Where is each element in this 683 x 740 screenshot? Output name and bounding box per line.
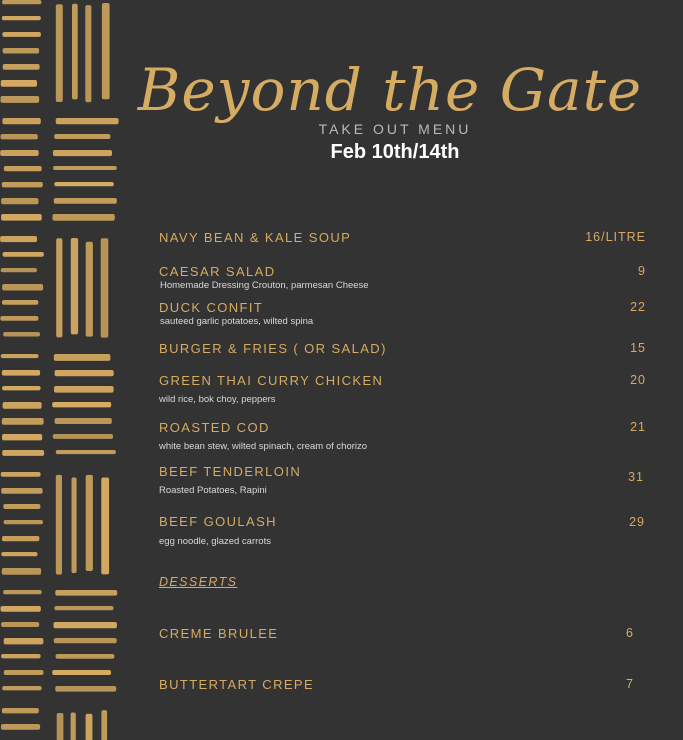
brush-stroke: [71, 713, 76, 740]
brush-stroke: [53, 150, 112, 156]
brush-stroke: [1, 552, 37, 556]
dessert-item-name: BUTTERTART CREPE: [159, 677, 315, 692]
brush-stroke: [1, 96, 40, 103]
menu-item-description: egg noodle, glazed carrots: [159, 536, 271, 547]
brush-stroke: [54, 354, 111, 361]
brush-stroke: [0, 316, 38, 321]
brush-stroke: [4, 520, 43, 524]
brush-stroke: [53, 166, 117, 170]
menu-item-description: Homemade Dressing Crouton, parmesan Cheese: [160, 280, 369, 291]
brush-stroke: [1, 488, 42, 494]
menu-item-name: CAESAR SALAD: [159, 264, 276, 279]
brush-stroke: [1, 606, 41, 612]
brush-stroke: [2, 450, 44, 456]
brush-stroke: [54, 198, 117, 204]
brush-stroke: [1, 654, 41, 658]
brush-stroke: [0, 236, 37, 242]
brush-stroke: [101, 478, 109, 575]
brush-stroke: [2, 708, 39, 713]
brush-stroke: [56, 118, 119, 124]
dessert-item-name: CREME BRULEE: [159, 626, 279, 641]
menu-item-price: 9: [638, 264, 646, 278]
brush-stroke: [1, 214, 42, 221]
brush-stroke: [3, 252, 44, 257]
menu-item-description: wild rice, bok choy, peppers: [159, 394, 276, 405]
brush-stroke: [2, 568, 41, 575]
brush-stroke: [54, 606, 113, 610]
brush-stroke: [55, 370, 114, 376]
brush-stroke: [3, 332, 40, 337]
brush-stroke: [3, 48, 40, 54]
brush-stroke: [52, 402, 111, 407]
brush-stroke: [55, 686, 116, 692]
brush-stroke: [72, 477, 77, 573]
brush-stroke: [1, 724, 40, 730]
brush-stroke: [4, 166, 42, 171]
brush-stroke: [2, 386, 41, 390]
menu-item-name: ROASTED COD: [159, 420, 270, 435]
dessert-item-price: 6: [626, 626, 634, 640]
brush-stroke: [102, 3, 110, 99]
brush-stroke: [1, 354, 39, 358]
brush-stroke: [86, 714, 93, 740]
brush-stroke: [2, 686, 41, 690]
brush-stroke: [54, 622, 117, 628]
brush-stroke: [53, 434, 113, 439]
menu-subtitle: TAKE OUT MENU: [318, 121, 472, 137]
brush-stroke: [56, 475, 62, 575]
brush-stroke: [55, 590, 117, 596]
menu-item-name: GREEN THAI CURRY CHICKEN: [159, 373, 384, 388]
brush-stroke: [1, 622, 39, 627]
brush-stroke: [2, 418, 44, 425]
brush-stroke: [1, 268, 37, 272]
brush-stroke: [2, 32, 41, 37]
desserts-heading: DESSERTS: [159, 575, 238, 589]
brush-stroke: [56, 450, 116, 454]
menu-item-price: 31: [628, 470, 644, 484]
menu-item-name: DUCK CONFIT: [159, 300, 264, 315]
menu-item-price: 16/LITRE: [585, 230, 646, 244]
brush-stroke: [56, 4, 63, 102]
brush-stroke: [1, 80, 37, 87]
brush-stroke: [101, 710, 107, 740]
menu-item-price: 29: [629, 515, 645, 529]
brush-stroke: [54, 386, 114, 393]
menu-item-price: 20: [630, 373, 646, 387]
brush-stroke-pattern-icon: [0, 0, 118, 740]
brush-stroke: [2, 434, 42, 440]
brush-stroke: [53, 214, 115, 221]
brush-stroke: [101, 238, 109, 337]
brush-stroke: [2, 370, 40, 376]
brush-stroke: [71, 238, 78, 334]
brush-stroke: [56, 654, 115, 659]
brush-stroke: [2, 536, 40, 541]
menu-item-description: white bean stew, wilted spinach, cream of chorizo: [159, 441, 368, 452]
brush-stroke: [2, 16, 41, 20]
brush-stroke: [85, 5, 91, 102]
menu-item-name: BURGER & FRIES ( OR SALAD): [159, 341, 387, 356]
menu-item-price: 22: [630, 300, 646, 314]
brush-stroke: [54, 182, 114, 186]
brush-stroke: [56, 238, 62, 337]
brush-stroke: [3, 402, 42, 409]
brush-stroke: [1, 198, 38, 204]
menu-item-price: 15: [630, 341, 646, 355]
brush-stroke: [54, 638, 117, 643]
brush-stroke: [57, 713, 64, 740]
brush-stroke: [72, 4, 78, 100]
menu-title-text: Beyond the Gate: [137, 56, 643, 124]
brush-stroke: [55, 418, 112, 424]
brush-stroke: [1, 472, 41, 477]
menu-item-name: NAVY BEAN & KALE SOUP: [159, 230, 352, 245]
brush-stroke: [2, 0, 41, 4]
brush-stroke: [1, 134, 38, 139]
menu-item-name: BEEF TENDERLOIN: [159, 464, 302, 479]
brush-stroke: [2, 284, 43, 291]
brush-stroke: [4, 638, 44, 644]
menu-title: [137, 38, 643, 133]
menu-item-description: Roasted Potatoes, Rapini: [159, 485, 267, 496]
brush-stroke: [3, 504, 40, 509]
menu-item-price: 21: [630, 420, 646, 434]
brush-stroke: [86, 475, 93, 571]
brush-stroke: [54, 134, 110, 139]
dessert-item-price: 7: [626, 677, 634, 691]
menu-dates: Feb 10th/14th: [330, 141, 460, 163]
brush-stroke: [3, 64, 40, 70]
brush-stroke: [2, 118, 40, 124]
brush-stroke: [0, 150, 39, 156]
brush-stroke: [2, 300, 38, 305]
brush-stroke: [52, 670, 111, 675]
brush-stroke: [2, 182, 43, 187]
brush-stroke: [86, 242, 93, 337]
brush-stroke: [4, 670, 44, 675]
menu-item-name: BEEF GOULASH: [159, 514, 277, 529]
brush-stroke: [3, 590, 42, 594]
menu-item-description: sauteed garlic potatoes, wilted spina: [160, 316, 314, 327]
